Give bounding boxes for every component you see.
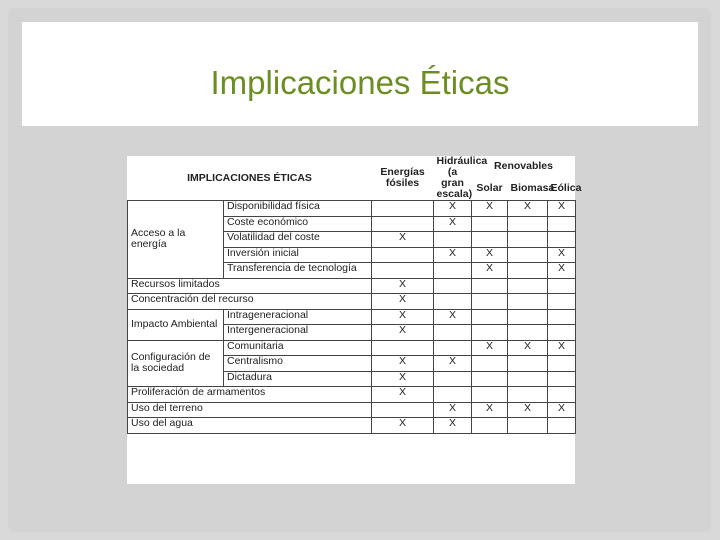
title-box bbox=[22, 22, 698, 126]
mark-cell-biomass bbox=[508, 294, 548, 310]
mark-cell-wind bbox=[548, 418, 576, 434]
row-subcategory: Dictadura bbox=[224, 371, 372, 387]
mark-cell-biomass: X bbox=[508, 201, 548, 217]
mark-cell-fossil: X bbox=[372, 325, 434, 341]
mark-cell-hydro: X bbox=[434, 216, 472, 232]
mark-cell-hydro bbox=[434, 371, 472, 387]
mark-cell-biomass bbox=[508, 232, 548, 248]
mark-cell-biomass bbox=[508, 418, 548, 434]
mark-cell-wind bbox=[548, 216, 576, 232]
table-row bbox=[128, 387, 576, 403]
mark-cell-hydro: X bbox=[434, 402, 472, 418]
table-body bbox=[128, 201, 576, 434]
row-category: Impacto Ambiental bbox=[128, 309, 224, 340]
slide-title: Implicaciones Éticas bbox=[210, 64, 510, 101]
row-subcategory: Coste económico bbox=[224, 216, 372, 232]
row-subcategory: Comunitaria bbox=[224, 340, 372, 356]
mark-cell-biomass bbox=[508, 263, 548, 279]
row-category: Concentración del recurso bbox=[128, 294, 372, 310]
ethics-table bbox=[127, 155, 582, 434]
mark-cell-biomass bbox=[508, 247, 548, 263]
mark-cell-wind: X bbox=[548, 201, 576, 217]
mark-cell-solar bbox=[472, 278, 508, 294]
row-subcategory: Transferencia de tecnología bbox=[224, 263, 372, 279]
mark-cell-fossil bbox=[372, 216, 434, 232]
row-category: Uso del agua bbox=[128, 418, 372, 434]
mark-cell-wind: X bbox=[548, 247, 576, 263]
mark-cell-biomass bbox=[508, 356, 548, 372]
mark-cell-solar bbox=[472, 232, 508, 248]
mark-cell-fossil: X bbox=[372, 309, 434, 325]
mark-cell-hydro bbox=[434, 340, 472, 356]
row-subcategory: Disponibilidad física bbox=[224, 201, 372, 217]
mark-cell-hydro bbox=[434, 325, 472, 341]
mark-cell-hydro bbox=[434, 294, 472, 310]
mark-cell-hydro: X bbox=[434, 247, 472, 263]
mark-cell-wind: X bbox=[548, 263, 576, 279]
mark-cell-hydro bbox=[434, 387, 472, 403]
table-row bbox=[128, 309, 576, 325]
header-hydro: Hidráulica (a gran escala) bbox=[436, 155, 488, 200]
mark-cell-biomass: X bbox=[508, 340, 548, 356]
mark-cell-solar bbox=[472, 387, 508, 403]
header-wind: Eólica bbox=[550, 182, 582, 195]
mark-cell-wind bbox=[548, 325, 576, 341]
header-fossil: Energías fósiles bbox=[380, 166, 425, 189]
mark-cell-solar: X bbox=[472, 402, 508, 418]
mark-cell-solar bbox=[472, 294, 508, 310]
mark-cell-hydro: X bbox=[434, 356, 472, 372]
mark-cell-fossil: X bbox=[372, 418, 434, 434]
mark-cell-fossil: X bbox=[372, 387, 434, 403]
row-category: Acceso a la energía bbox=[128, 201, 224, 279]
header-solar: Solar bbox=[476, 182, 503, 195]
mark-cell-solar bbox=[472, 309, 508, 325]
table-row bbox=[128, 418, 576, 434]
mark-cell-fossil bbox=[372, 201, 434, 217]
mark-cell-solar bbox=[472, 371, 508, 387]
row-category: Proliferación de armamentos bbox=[128, 387, 372, 403]
mark-cell-fossil: X bbox=[372, 371, 434, 387]
mark-cell-solar: X bbox=[472, 340, 508, 356]
header-biomass: Biomasa bbox=[510, 182, 555, 195]
mark-cell-fossil bbox=[372, 263, 434, 279]
mark-cell-biomass bbox=[508, 387, 548, 403]
row-subcategory: Inversión inicial bbox=[224, 247, 372, 263]
mark-cell-solar: X bbox=[472, 247, 508, 263]
mark-cell-wind: X bbox=[548, 402, 576, 418]
mark-cell-wind bbox=[548, 309, 576, 325]
row-category: Uso del terreno bbox=[128, 402, 372, 418]
header-main: IMPLICACIONES ÉTICAS bbox=[187, 171, 312, 184]
mark-cell-fossil: X bbox=[372, 232, 434, 248]
row-subcategory: Volatilidad del coste bbox=[224, 232, 372, 248]
mark-cell-wind: X bbox=[548, 340, 576, 356]
mark-cell-hydro: X bbox=[434, 418, 472, 434]
mark-cell-fossil: X bbox=[372, 356, 434, 372]
mark-cell-hydro bbox=[434, 263, 472, 279]
mark-cell-wind bbox=[548, 232, 576, 248]
mark-cell-wind bbox=[548, 294, 576, 310]
ethics-table-container bbox=[127, 155, 582, 484]
mark-cell-solar bbox=[472, 418, 508, 434]
mark-cell-wind bbox=[548, 356, 576, 372]
mark-cell-wind bbox=[548, 371, 576, 387]
mark-cell-hydro bbox=[434, 232, 472, 248]
table-row bbox=[128, 402, 576, 418]
mark-cell-solar: X bbox=[472, 201, 508, 217]
table-row bbox=[128, 278, 576, 294]
table-row bbox=[128, 201, 576, 217]
mark-cell-hydro bbox=[434, 278, 472, 294]
header-row-1 bbox=[128, 156, 576, 177]
mark-cell-fossil: X bbox=[372, 294, 434, 310]
row-subcategory: Intergeneracional bbox=[224, 325, 372, 341]
mark-cell-hydro: X bbox=[434, 309, 472, 325]
mark-cell-hydro: X bbox=[434, 201, 472, 217]
mark-cell-fossil: X bbox=[372, 278, 434, 294]
mark-cell-fossil bbox=[372, 340, 434, 356]
mark-cell-solar: X bbox=[472, 263, 508, 279]
mark-cell-solar bbox=[472, 325, 508, 341]
mark-cell-biomass bbox=[508, 216, 548, 232]
mark-cell-solar bbox=[472, 356, 508, 372]
mark-cell-wind bbox=[548, 387, 576, 403]
row-category: Configuración de la sociedad bbox=[128, 340, 224, 387]
mark-cell-biomass: X bbox=[508, 402, 548, 418]
header-renewables: Renovables bbox=[494, 160, 553, 173]
table-row bbox=[128, 340, 576, 356]
row-subcategory: Centralismo bbox=[224, 356, 372, 372]
mark-cell-biomass bbox=[508, 371, 548, 387]
table-row bbox=[128, 294, 576, 310]
row-category: Recursos limitados bbox=[128, 278, 372, 294]
mark-cell-biomass bbox=[508, 309, 548, 325]
row-subcategory: Intrageneracional bbox=[224, 309, 372, 325]
mark-cell-biomass bbox=[508, 278, 548, 294]
mark-cell-biomass bbox=[508, 325, 548, 341]
mark-cell-wind bbox=[548, 278, 576, 294]
mark-cell-fossil bbox=[372, 247, 434, 263]
mark-cell-fossil bbox=[372, 402, 434, 418]
mark-cell-solar bbox=[472, 216, 508, 232]
